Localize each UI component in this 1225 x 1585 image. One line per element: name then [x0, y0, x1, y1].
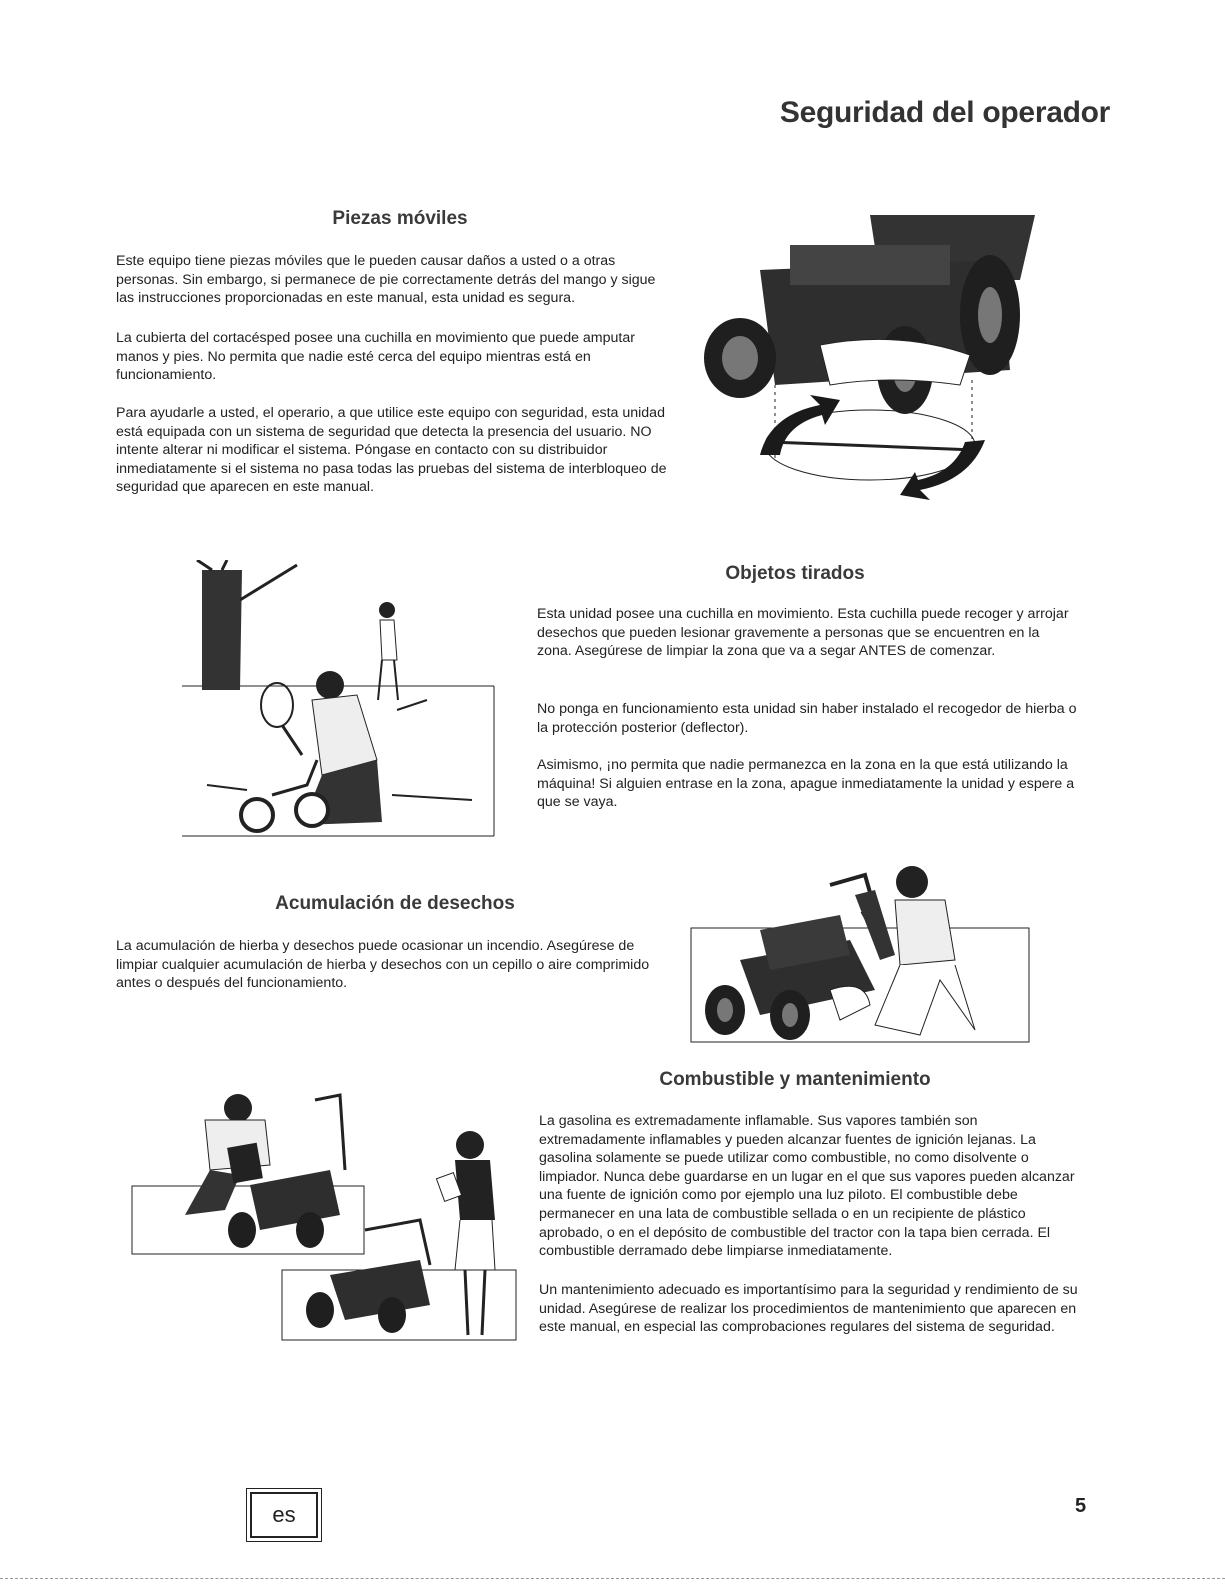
language-badge: es: [250, 1492, 318, 1538]
fuel-paragraph-1: La gasolina es extremadamente inflamable. Sus vapores también son extremadamente inflamables y pueden alcanzar fuentes de ignición lejanas. La gasolina solamente se puede utilizar como combustible, no como disolvente o limpiador. Nunca debe guardarse en un lugar en el que sus vapores pueden alcanzar una fuente de ignición como por ejemplo una luz piloto. El combustible debe permanecer en una lata de combustible sellada o en un recipiente de plástico aprobado, o en el depósito de combustible del tractor con la tapa bien cerrada. El combustible derramado debe limpiarse inmediatamente.: [539, 1113, 1075, 1260]
page-number: 5: [1075, 1495, 1087, 1517]
moving-parts-paragraph-1: Este equipo tiene piezas móviles que le pueden causar daños a usted o a otras personas. Sin embargo, si permanece de pie correctamente detrás del mango y sigue las instrucciones proporcionadas en este manual, esta unidad es segura.: [116, 253, 656, 307]
thrown-objects-paragraph-1: Esta unidad posee una cuchilla en movimiento. Esta cuchilla puede recoger y arrojar desechos que pueden lesionar gravemente a personas que se encuentren en la zona. Asegúrese de limpiar la zona que va a segar ANTES de comenzar.: [537, 606, 1069, 660]
moving-parts-paragraph-3: Para ayudarle a usted, el operario, a que utilice este equipo con seguridad, esta unidad está equipada con un sistema de seguridad que detecta la presencia del usuario. NO intente alterar ni modificar el sistema. Póngase en contacto con su distribuidor inmediatamente si el sistema no pasa todas las pruebas del sistema de interbloqueo de seguridad que aparecen en este manual.: [116, 405, 667, 496]
fuel-paragraph-2: Un mantenimiento adecuado es importantísimo para la seguridad y rendimiento de su unidad. Asegúrese de realizar los procedimientos de mantenimiento que aparecen en este manual, en especial las comprobaciones regulares del sistema de seguridad.: [539, 1282, 1078, 1336]
mower-blade-illustration: [700, 210, 1040, 500]
thrown-objects-illustration: [182, 560, 498, 840]
moving-parts-paragraph-2: La cubierta del cortacésped posee una cuchilla en movimiento que puede amputar manos y pies. No permita que nadie esté cerca del equipo mientras está en funcionamiento.: [116, 330, 635, 384]
thrown-objects-paragraph-2: No ponga en funcionamiento esta unidad sin haber instalado el recogedor de hierba o la protección posterior (deflector).: [537, 701, 1077, 736]
debris-heading: Acumulación de desechos: [275, 893, 515, 914]
fuel-heading: Combustible y mantenimiento: [659, 1069, 931, 1090]
bottom-divider: [0, 1578, 1225, 1580]
fuel-maintenance-illustration: [130, 1090, 522, 1345]
moving-parts-heading: Piezas móviles: [332, 208, 468, 229]
debris-paragraph-1: La acumulación de hierba y desechos puede ocasionar un incendio. Asegúrese de limpiar cualquier acumulación de hierba y desechos con un cepillo o aire comprimido antes o después del funcionamiento.: [116, 938, 650, 992]
page-title: Seguridad del operador: [779, 96, 1110, 129]
thrown-objects-paragraph-3: Asimismo, ¡no permita que nadie permanezca en la zona en la que está utilizando la máquina! Si alguien entrase en la zona, apague inmediatamente la unidad y espere a que se vaya.: [537, 757, 1075, 811]
thrown-objects-heading: Objetos tirados: [725, 563, 865, 584]
debris-cleaning-illustration: [690, 860, 1032, 1045]
